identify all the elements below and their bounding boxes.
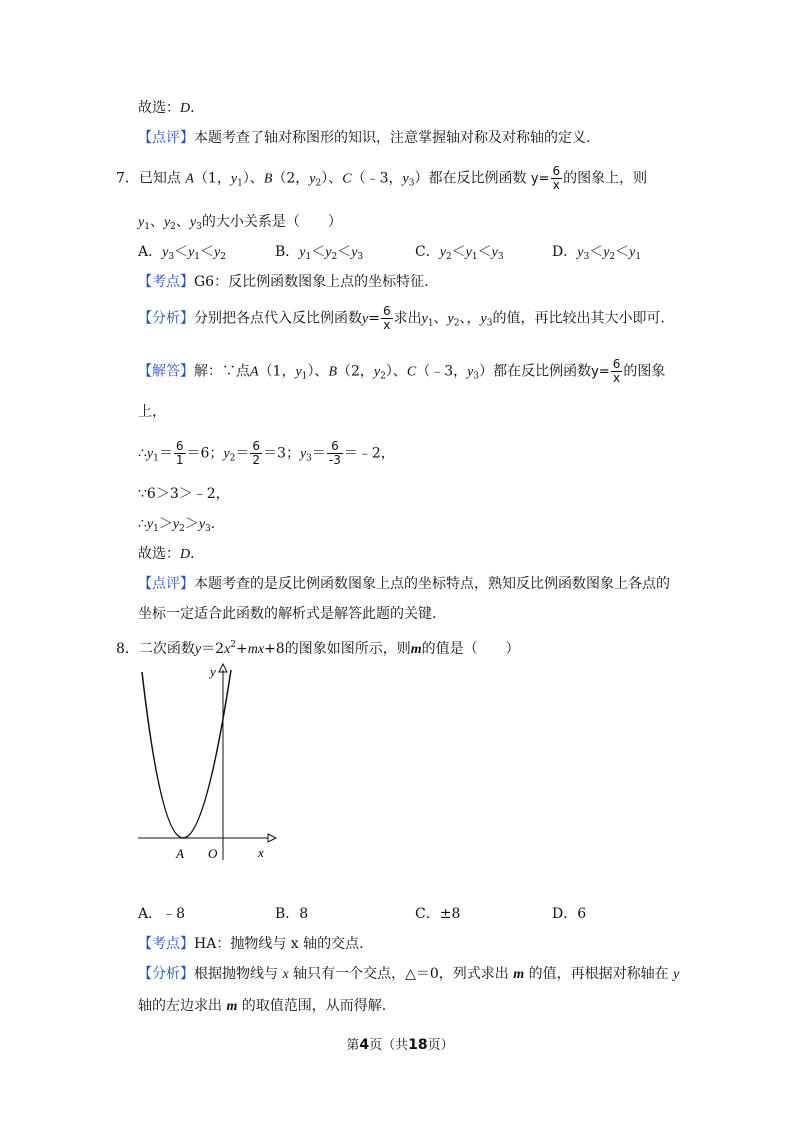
key-point-q8 (138, 934, 364, 954)
var-y1: y (230, 171, 238, 187)
stem-text: 二次函数 (138, 641, 195, 657)
point-a: A (185, 171, 194, 187)
x-axis-arrow (268, 834, 276, 842)
point-c: C (342, 171, 352, 187)
point-b: B (263, 171, 273, 187)
key-point-q7 (138, 272, 429, 292)
key-point-text: G6：反比例函数图象上点的坐标特征. (194, 274, 429, 290)
option-b[interactable]: B．$y_1<y_2<y_3$ (275, 244, 364, 262)
option-c[interactable]: C．$y_2<y_1<y_3$ (415, 244, 504, 262)
analysis-q7: 【分析】分别把各点代入反比例函数y= $\frac{6}{x}$ 求出$y_1$、$y_2$、，$y_3$的值，再比较出其大小即可. (138, 304, 665, 332)
solution-text: 的图象 (623, 363, 666, 380)
analysis-q8: 【分析】根据抛物线与 x 轴只有一个交点，△＝0，列式求出 m 的值，再根据对称轴在 y (138, 966, 680, 982)
function-formula: y= (530, 171, 550, 187)
analysis-tag: 【分析】 (138, 966, 194, 982)
stem-text: ）、 (242, 170, 264, 187)
stem-text: ）、 (321, 170, 343, 187)
current-page: 4 (359, 1037, 370, 1053)
solution-q7: 【解答】解：∵点A（1，$y_1$）、B（2，$y_2$）、C（﹣3，$y_3$）都在反比例函数y= $\frac{6}{x}$ 的图象 (138, 357, 666, 385)
key-point-tag: 【考点】 (138, 936, 194, 952)
stem-text: 已知点 (138, 170, 181, 187)
answer-letter: D (180, 101, 191, 116)
comment-q7-line2: 坐标一定适合此函数的解析式是解答此题的关键. (138, 606, 437, 622)
answer-line-q6 (138, 98, 195, 119)
analysis-text: 分别把各点代入反比例函数 (194, 310, 362, 327)
stem-text: 的图象上，则 (563, 170, 648, 187)
total-pages: 18 (408, 1037, 428, 1053)
stem-text: 的值是（ ） (421, 641, 520, 657)
question-number: 8． (116, 641, 139, 657)
comment-q6 (138, 128, 590, 148)
comment-text: 本题考查的是反比例函数图象上点的坐标特点，熟知反比例函数图象上各点的 (194, 576, 670, 592)
stem-text: （﹣3， (351, 170, 403, 187)
stem-text: （2， (272, 170, 310, 187)
fraction-6-over-x: $\frac{6}{x}$ (612, 357, 621, 385)
page-footer: 第4页（共18页） (346, 1037, 454, 1053)
solution-text: ）都在反比例函数 (479, 363, 592, 380)
option-d[interactable]: D．6 (552, 906, 587, 922)
comment-text: 本题考查了轴对称图形的知识，注意掌握轴对称及对称轴的定义. (194, 130, 591, 146)
stem-text: 的大小关系是（ ） (201, 214, 342, 230)
analysis-q8-line2: 轴的左边求出 m 的取值范围，从而得解. (138, 998, 387, 1014)
analysis-text: ， (466, 310, 481, 327)
analysis-text: 求出 (393, 310, 422, 327)
solution-text: 解：∵点 (194, 363, 250, 380)
stem-text: 的图象如图所示，则 (284, 641, 411, 657)
x-axis-label: x (258, 845, 264, 860)
parabola-graph (130, 660, 280, 865)
option-d[interactable]: D．$y_3<y_2<y_1$ (552, 244, 642, 262)
key-point-text: HA：抛物线与 x 轴的交点. (194, 936, 364, 952)
y-axis-label: y (210, 664, 216, 679)
stem-text: （1， (193, 170, 231, 187)
solution-calculation: $\therefore y_1=$ $\frac{6}{1}$ ＝6；$y_2=$ $\frac{6}{2}$ ＝3；$y_3=$ $\frac{6}{-3}$ ＝﹣2， (138, 439, 395, 467)
period: . (190, 100, 195, 116)
question-7-stem-line2: $y_1$、$y_2$、$y_3$的大小关系是（ ） (138, 214, 342, 232)
question-8-stem: 8．二次函数$y=2x^2+mx+8$的图象如图所示，则m的值是（ ） (116, 640, 520, 657)
var-y2: y (309, 171, 316, 187)
comment-tag: 【点评】 (138, 130, 194, 146)
solution-inequality: ∵6＞3＞﹣2， (138, 486, 230, 502)
origin-label: O (208, 846, 218, 861)
option-c[interactable]: C．±8 (415, 906, 461, 922)
comment-q7 (138, 574, 670, 594)
option-a[interactable]: A．﹣8 (138, 906, 186, 922)
fraction-6-over-x: $\frac{6}{x}$ (382, 304, 391, 332)
answer-line-q7: 故选：D. (138, 546, 195, 562)
key-point-tag: 【考点】 (138, 274, 194, 290)
choose-label: 故选： (138, 100, 180, 116)
solution-tag: 【解答】 (138, 363, 194, 380)
comment-tag: 【点评】 (138, 576, 194, 592)
stem-text: ）都在反比例函数 (414, 170, 527, 187)
parabola-curve (142, 670, 231, 838)
option-a[interactable]: A．$y_3<y_1<y_2$ (138, 244, 226, 262)
var-y3: y (402, 171, 409, 187)
solution-result: $\therefore y_1>y_2>y_3$. (138, 516, 216, 534)
analysis-tag: 【分析】 (138, 310, 194, 327)
analysis-text: 的值，再比较出其大小即可. (492, 310, 665, 327)
fraction-6-over-x: $\frac{6}{x}$ (552, 164, 561, 192)
option-b[interactable]: B．8 (275, 906, 309, 922)
vertex-label-a: A (176, 846, 184, 861)
solution-line-2: 上， (138, 404, 166, 420)
question-7-stem: 7．已知点 A（1，$y_1$）、B（2，$y_2$）、C（﹣3，$y_3$）都在反比例函数 y= $\frac{6}{x}$ 的图象上，则 (116, 164, 648, 192)
question-number: 7． (116, 170, 139, 187)
